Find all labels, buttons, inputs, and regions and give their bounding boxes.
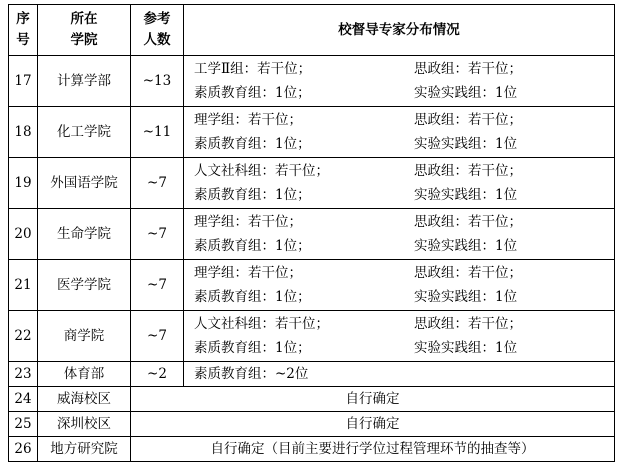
row-num: 24 — [9, 387, 38, 412]
table-row — [9, 56, 615, 107]
row-count: ~7 — [131, 311, 184, 362]
group-4: 实验实践组：1位 — [414, 85, 518, 101]
row-detail — [184, 158, 615, 209]
row-num: 17 — [9, 56, 38, 107]
row-detail — [184, 107, 615, 158]
group-1: 理学组：若干位； — [194, 265, 302, 281]
table-row — [9, 362, 615, 387]
table-row — [9, 387, 615, 412]
group-3: 素质教育组：1位； — [194, 187, 311, 203]
group-1: 理学组：若干位； — [194, 112, 302, 128]
group-2: 思政组：若干位； — [414, 61, 522, 77]
table-header-row — [9, 5, 615, 56]
group-2: 思政组：若干位； — [414, 163, 522, 179]
row-count: ~7 — [131, 260, 184, 311]
table-row — [9, 437, 615, 462]
table-row — [9, 158, 615, 209]
row-num: 20 — [9, 209, 38, 260]
row-detail: 自行确定 — [131, 387, 615, 412]
row-count: ~13 — [131, 56, 184, 107]
group-3: 素质教育组：1位； — [194, 136, 311, 152]
expert-distribution-table — [8, 4, 615, 462]
row-num: 19 — [9, 158, 38, 209]
group-2: 思政组：若干位； — [414, 214, 522, 230]
row-count: ~2 — [131, 362, 184, 387]
row-count: ~11 — [131, 107, 184, 158]
row-detail: 素质教育组：~2位 — [184, 362, 615, 387]
row-num: 23 — [9, 362, 38, 387]
header-count: 参考 人数 — [131, 5, 184, 56]
row-detail: 自行确定（目前主要进行学位过程管理环节的抽查等） — [131, 437, 615, 462]
row-count: ~7 — [131, 158, 184, 209]
group-3: 素质教育组：1位； — [194, 85, 311, 101]
header-num: 序 号 — [9, 5, 38, 56]
row-detail — [184, 311, 615, 362]
row-college: 生命学院 — [38, 209, 131, 260]
row-college: 地方研究院 — [38, 437, 131, 462]
group-1: 人文社科组：若干位； — [194, 316, 329, 332]
group-4: 实验实践组：1位 — [414, 187, 518, 203]
row-college: 外国语学院 — [38, 158, 131, 209]
table-row — [9, 260, 615, 311]
group-4: 实验实践组：1位 — [414, 238, 518, 254]
table-row — [9, 412, 615, 437]
row-college: 威海校区 — [38, 387, 131, 412]
group-4: 实验实践组：1位 — [414, 340, 518, 356]
row-num: 25 — [9, 412, 38, 437]
row-num: 26 — [9, 437, 38, 462]
row-num: 21 — [9, 260, 38, 311]
row-detail: 自行确定 — [131, 412, 615, 437]
row-college: 医学学院 — [38, 260, 131, 311]
row-college: 化工学院 — [38, 107, 131, 158]
row-college: 计算学部 — [38, 56, 131, 107]
group-2: 思政组：若干位； — [414, 316, 522, 332]
row-num: 18 — [9, 107, 38, 158]
row-num: 22 — [9, 311, 38, 362]
table-row — [9, 107, 615, 158]
group-3: 素质教育组：1位； — [194, 289, 311, 305]
group-2: 思政组：若干位； — [414, 265, 522, 281]
table-row — [9, 311, 615, 362]
row-detail — [184, 260, 615, 311]
row-college: 体育部 — [38, 362, 131, 387]
row-detail — [184, 209, 615, 260]
group-1: 理学组：若干位； — [194, 214, 302, 230]
table-row — [9, 209, 615, 260]
row-college: 商学院 — [38, 311, 131, 362]
row-detail — [184, 56, 615, 107]
header-college: 所在 学院 — [38, 5, 131, 56]
group-4: 实验实践组：1位 — [414, 136, 518, 152]
row-college: 深圳校区 — [38, 412, 131, 437]
group-4: 实验实践组：1位 — [414, 289, 518, 305]
group-3: 素质教育组：1位； — [194, 238, 311, 254]
row-count: ~7 — [131, 209, 184, 260]
group-1: 工学Ⅱ组：若干位； — [194, 61, 312, 77]
group-3: 素质教育组：1位； — [194, 340, 311, 356]
group-2: 思政组：若干位； — [414, 112, 522, 128]
header-detail: 校督导专家分布情况 — [184, 5, 615, 56]
group-1: 人文社科组：若干位； — [194, 163, 329, 179]
